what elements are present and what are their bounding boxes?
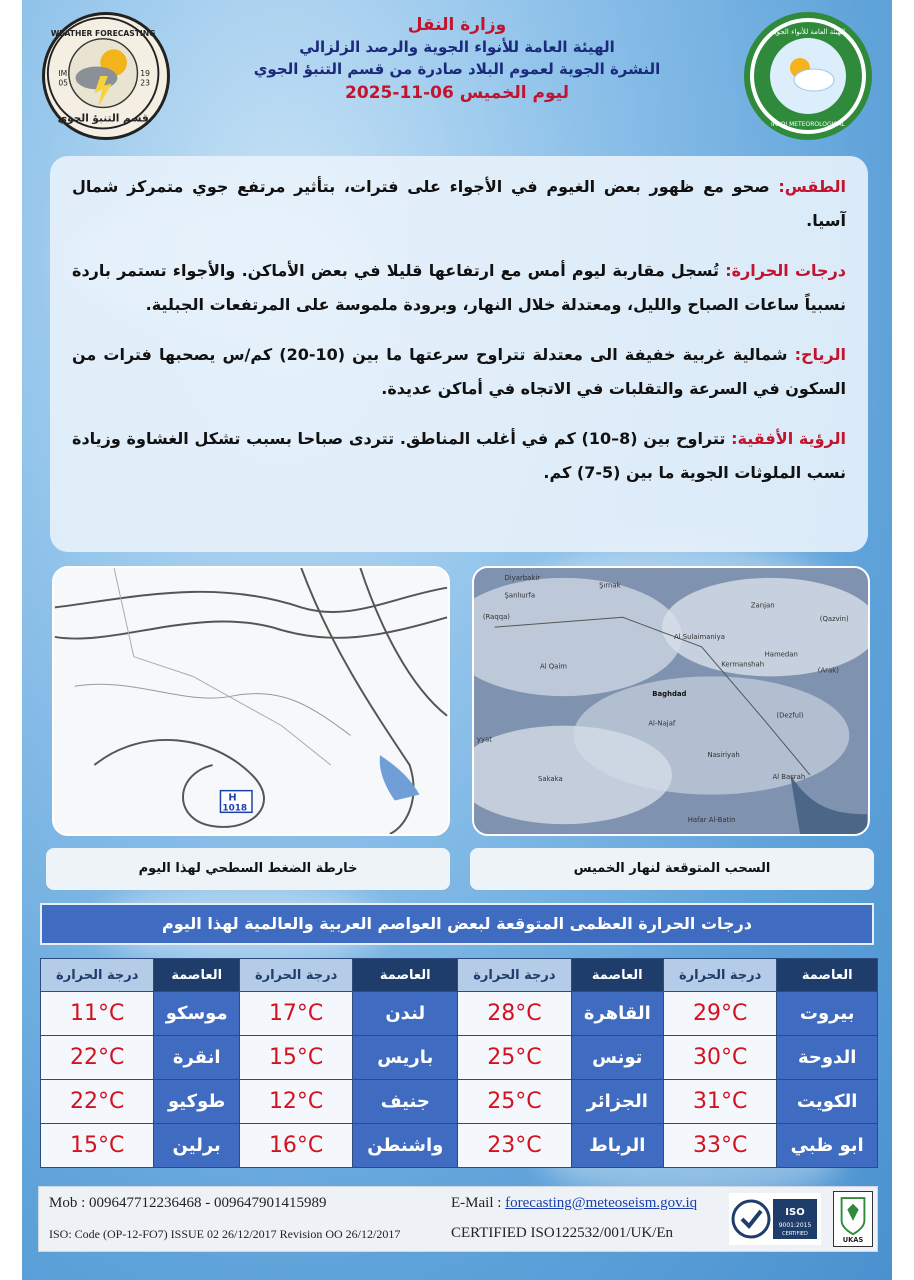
capital-temp: 30°C [664,1036,777,1080]
weather-text: صحو مع ظهور بعض الغيوم في الأجواء على فترات، بتأثير مرتفع جوي متمركز شمال آسيا. [72,177,846,230]
bulletin-footer [38,1186,878,1252]
map-place: (Raqqa) [482,613,510,622]
email-label: E-Mail : [451,1195,506,1211]
map-place: Hamedan [764,650,798,659]
table-header-temp: درجة الحرارة [664,959,777,992]
map-place: Al-Najaf [648,719,676,728]
capital-name: الرباط [571,1124,663,1168]
capital-name: برلين [154,1124,240,1168]
svg-text:05: 05 [58,78,69,88]
table-row [41,992,878,1036]
wind-text: شمالية غربية خفيفة الى معتدلة تتراوح سرعتها ما بين (10-20) كم/س يصحبها فترات من السكون في السرعة والتقلبات في الاتجاه في أماكن عديدة. [72,345,846,398]
capital-temp: 25°C [458,1080,571,1124]
svg-text:IRAQI METEOROLOGICAL: IRAQI METEOROLOGICAL [770,121,846,128]
temperature-text: تُسجل مقاربة ليوم أمس مع ارتفاعها قليلا في بعض الأماكن. والأجواء تستمر باردة نسبياً ساعات الصباح والليل، ومعتدلة خلال النهار، وبرودة ملموسة على المرتفعات الجبلية. [72,261,846,314]
ministry-title: وزارة النقل [407,15,507,35]
bulletin-page [22,0,892,1280]
forecast-text-box [50,156,868,552]
capital-temp: 31°C [664,1080,777,1124]
surface-pressure-map[interactable] [52,566,450,836]
table-row [41,1124,878,1168]
authority-title: الهيئة العامة للأنواء الجوية والرصد الزلزالي [299,38,615,56]
visibility-label: الرؤية الأفقية: [731,429,847,448]
capitals-table-title: درجات الحرارة العظمى المتوقعة لبعض العواصم العربية والعالمية لهذا اليوم [40,903,874,945]
ukas-badge [833,1191,873,1247]
svg-text:23: 23 [140,78,150,88]
pressure-center-value: 1018 [222,803,248,814]
map-place: Hafar Al-Batin [687,816,736,825]
capital-temp: 29°C [664,992,777,1036]
capital-name: انقرة [154,1036,240,1080]
map-place: Sakaka [538,774,563,783]
capital-name: موسكو [154,992,240,1036]
pressure-center-h: H [228,792,237,804]
capital-temp: 28°C [458,992,571,1036]
capital-name: لندن [353,992,458,1036]
capital-name: بيروت [777,992,878,1036]
capital-name: واشنطن [353,1124,458,1168]
svg-text:قسم التنبؤ الجوي: قسم التنبؤ الجوي [57,112,149,125]
cloud-map-caption: السحب المتوقعة لنهار الخميس [470,848,874,890]
wind-label: الرياح: [794,345,846,364]
table-header-temp: درجة الحرارة [458,959,571,992]
svg-text:WEATHER FORECASTING: WEATHER FORECASTING [50,28,156,38]
capital-temp: 22°C [41,1080,154,1124]
iso-code-line: ISO: Code (OP-12-FO7) ISSUE 02 26/12/2017 Revision OO 26/12/2017 [49,1227,401,1241]
map-place: Al Basrah [772,772,806,781]
svg-text:19: 19 [140,69,150,78]
email-line [451,1195,697,1212]
capital-name: تونس [571,1036,663,1080]
capital-temp: 25°C [458,1036,571,1080]
pressure-map-caption: خارطة الضغط السطحي لهذا اليوم [46,848,450,890]
table-row [41,1080,878,1124]
capital-name: جنيف [353,1080,458,1124]
capital-name: الجزائر [571,1080,663,1124]
certification-line: CERTIFIED ISO122532/001/UK/En [451,1225,674,1241]
capital-temp: 12°C [239,1080,352,1124]
capital-name: ابو ظبي [777,1124,878,1168]
capital-temp: 11°C [41,992,154,1036]
svg-text:الهيئة العامة للأنواء الجوية: الهيئة العامة للأنواء الجوية [770,28,846,36]
capital-temp: 22°C [41,1036,154,1080]
map-place: Şanlıurfa [504,591,536,600]
table-header-row [41,959,878,992]
email-link[interactable]: forecasting@meteoseism.gov.iq [505,1195,698,1211]
map-place: Nasiriyah [707,751,740,760]
mobile-numbers: Mob : 009647712236468 - 009647901415989 [49,1195,327,1211]
svg-text:ISO: ISO [785,1207,805,1218]
map-place: Şırnak [599,581,621,590]
capital-temp: 33°C [664,1124,777,1168]
table-header-city: العاصمة [154,959,240,992]
table-header-temp: درجة الحرارة [41,959,154,992]
table-header-temp: درجة الحرارة [239,959,352,992]
capital-temp: 17°C [239,992,352,1036]
table-header-city: العاصمة [777,959,878,992]
table-header-city: العاصمة [353,959,458,992]
capital-temp: 15°C [239,1036,352,1080]
temperature-paragraph [72,254,846,322]
temperature-label: درجات الحرارة: [725,261,847,280]
cloud-map-drawing [474,568,868,834]
map-place: (Arak) [817,666,839,675]
capital-name: الكويت [777,1080,878,1124]
map-place: Al Sulaimaniya [673,632,725,641]
map-place: Zanjan [750,601,775,610]
map-place: Diyarbakir [504,573,541,582]
map-place: (Qazvin) [819,615,849,624]
bulletin-date: ليوم الخميس 06-11-2025 [345,83,569,103]
capital-name: طوكيو [154,1080,240,1124]
wind-paragraph [72,338,846,406]
weather-label: الطقس: [778,177,846,196]
capital-temp: 23°C [458,1124,571,1168]
capital-temp: 16°C [239,1124,352,1168]
capital-name: باريس [353,1036,458,1080]
bulletin-header [22,14,892,104]
bulletin-title: النشرة الجوية لعموم البلاد صادرة من قسم التنبؤ الجوي [253,60,661,78]
map-place: Baghdad [652,690,687,699]
svg-text:CERTIFIED: CERTIFIED [782,1231,808,1237]
table-row [41,1036,878,1080]
weather-paragraph [72,170,846,238]
visibility-paragraph [72,422,846,490]
capital-temp: 15°C [41,1124,154,1168]
map-place: Kermanshah [721,660,765,669]
iso-certified-badge [729,1193,821,1245]
capitals-temperature-table [40,958,878,1168]
map-place: yyat [476,735,492,744]
map-place: Al Qaim [539,662,568,671]
map-place: (Dezful) [776,711,804,720]
pressure-map-drawing [54,568,448,834]
capital-name: القاهرة [571,992,663,1036]
svg-text:IM: IM [58,69,68,78]
visibility-text: تتراوح بين (8–10) كم في أغلب المناطق. تتردى صباحا بسبب تشكل الغشاوة وزيادة نسب الملوثات الجوية ما بين (5-7) كم. [72,429,846,482]
capital-name: الدوحة [777,1036,878,1080]
svg-text:UKAS: UKAS [842,1235,864,1244]
table-header-city: العاصمة [571,959,663,992]
cloud-forecast-map[interactable] [472,566,870,836]
svg-text:9001:2015: 9001:2015 [778,1222,812,1229]
